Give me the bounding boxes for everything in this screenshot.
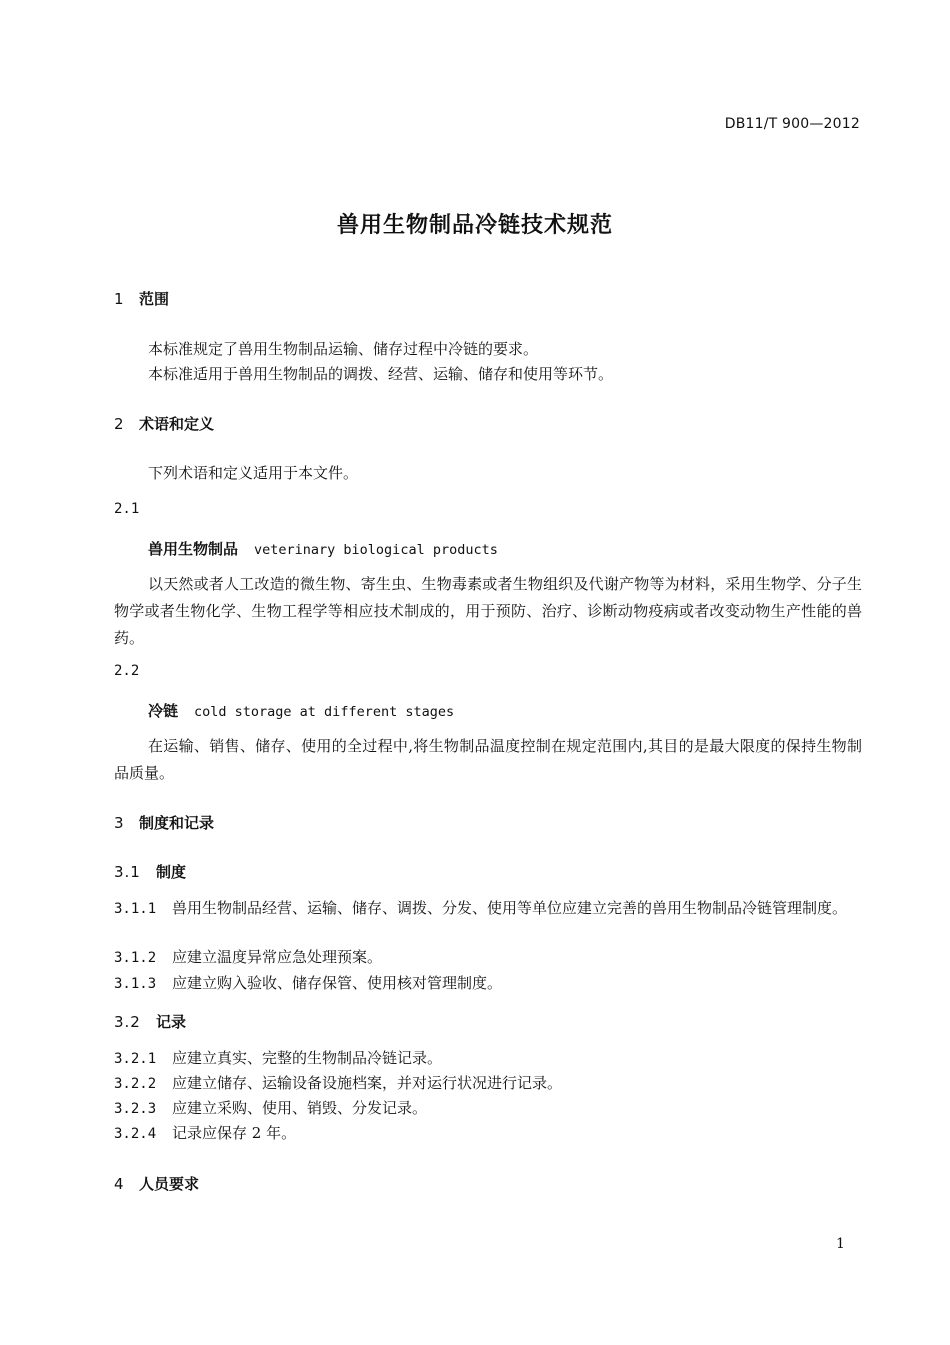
subsection-title: 制度 (156, 863, 187, 881)
section-2-intro: 下列术语和定义适用于本文件。 (148, 464, 359, 482)
term-chinese: 冷链 (148, 702, 179, 720)
section-1-paragraph-1: 本标准规定了兽用生物制品运输、储存过程中冷链的要求。 (148, 340, 539, 358)
clause-number: 3.2.1 (114, 1051, 157, 1067)
clause-3-2-4 (114, 1120, 862, 1148)
section-title: 制度和记录 (139, 814, 215, 832)
section-title: 人员要求 (139, 1175, 200, 1193)
clause-number: 3.1.2 (114, 950, 157, 966)
clause-3-2-3 (114, 1095, 862, 1123)
clause-3-1-1 (114, 895, 862, 923)
section-title: 范围 (139, 290, 170, 308)
clause-text: 应建立储存、运输设备设施档案，并对运行状况进行记录。 (172, 1074, 563, 1092)
subsection-title: 记录 (156, 1013, 187, 1031)
term-2-1-number: 2.1 (114, 501, 140, 517)
clause-text: 记录应保存 2 年。 (172, 1124, 297, 1142)
page-title: 兽用生物制品冷链技术规范 (336, 213, 613, 238)
clause-text: 应建立真实、完整的生物制品冷链记录。 (172, 1049, 443, 1067)
clause-text: 应建立购入验收、储存保管、使用核对管理制度。 (172, 974, 503, 992)
section-1-heading (114, 288, 169, 309)
clause-number: 3.2.2 (114, 1076, 157, 1092)
section-number: 2 (114, 415, 124, 433)
term-2-2-number: 2.2 (114, 663, 140, 679)
clause-text: 兽用生物制品经营、运输、储存、调拨、分发、使用等单位应建立完善的兽用生物制品冷链管理制度。 (172, 899, 848, 917)
clause-number: 3.2.4 (114, 1126, 157, 1142)
term-english: cold storage at different stages (194, 704, 455, 720)
clause-3-2-2 (114, 1070, 862, 1098)
clause-text: 应建立温度异常应急处理预案。 (172, 948, 383, 966)
term-2-2-definition: 在运输、销售、储存、使用的全过程中,将生物制品温度控制在规定范围内,其目的是最大限度的保持生物制品质量。 (114, 737, 862, 782)
page-number: 1 (836, 1236, 845, 1252)
term-chinese: 兽用生物制品 (148, 540, 239, 558)
clause-number: 3.1.1 (114, 901, 157, 917)
clause-3-1-2 (114, 944, 862, 972)
section-2-heading (114, 413, 214, 434)
term-2-2 (148, 700, 454, 721)
section-1-paragraph-2: 本标准适用于兽用生物制品的调拨、经营、运输、储存和使用等环节。 (148, 365, 614, 383)
clause-number: 3.2.3 (114, 1101, 157, 1117)
clause-number: 3.1.3 (114, 976, 157, 992)
term-2-1-definition: 以天然或者人工改造的微生物、寄生虫、生物毒素或者生物组织及代谢产物等为材料，采用生物学、分子生物学或者生物化学、生物工程学等相应技术制成的，用于预防、治疗、诊断动物疫病或者改变动物生产性能的兽药。 (114, 575, 862, 647)
section-3-heading (114, 812, 214, 833)
section-number: 4 (114, 1175, 124, 1193)
clause-3-1-3 (114, 970, 862, 998)
subsection-3-2-heading (114, 1011, 186, 1032)
subsection-3-1-heading (114, 861, 186, 882)
clause-3-2-1 (114, 1045, 862, 1073)
term-english: veterinary biological products (254, 542, 498, 558)
subsection-number: 3.2 (114, 1013, 141, 1031)
clause-text: 应建立采购、使用、销毁、分发记录。 (172, 1099, 428, 1117)
section-title: 术语和定义 (139, 415, 215, 433)
section-number: 1 (114, 290, 124, 308)
term-2-1 (148, 538, 498, 559)
document-code: DB11/T 900—2012 (724, 116, 860, 132)
subsection-number: 3.1 (114, 863, 141, 881)
section-number: 3 (114, 814, 124, 832)
section-4-heading (114, 1173, 199, 1194)
